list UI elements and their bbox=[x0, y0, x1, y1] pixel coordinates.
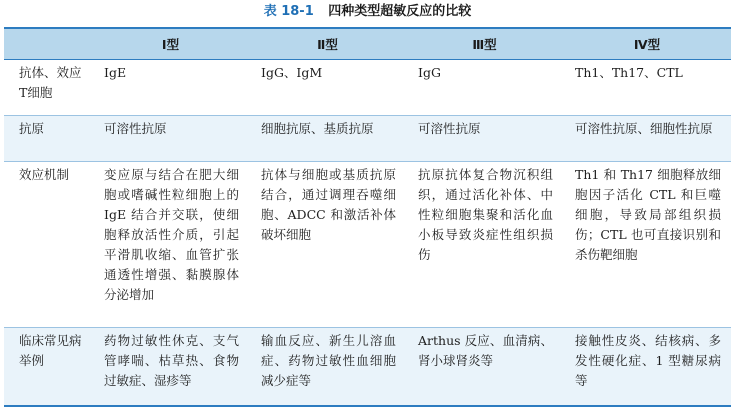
cell-antigen-type-1: 可溶性抗原 bbox=[104, 121, 167, 136]
row-label-antibody: 抗体、效应T细胞 bbox=[19, 65, 82, 100]
cell-clinical-type-2: 输血反应、新生儿溶血症、药物过敏性血细胞减少症等 bbox=[261, 333, 396, 388]
table-row-clinical bbox=[4, 328, 731, 406]
cell-antigen-type-4: 可溶性抗原、细胞性抗原 bbox=[575, 121, 713, 136]
row-label-antigen: 抗原 bbox=[19, 121, 45, 136]
cell-antigen-type-2: 细胞抗原、基质抗原 bbox=[261, 121, 374, 136]
cell-antibody-type-1: IgE bbox=[104, 65, 127, 80]
row-label-mechanism: 效应机制 bbox=[19, 167, 70, 182]
header-type-4: Ⅳ型 bbox=[633, 37, 661, 52]
table-row-antigen bbox=[4, 116, 731, 162]
cell-mechanism-type-1: 变应原与结合在肥大细胞或嗜碱性粒细胞上的 IgE 结合并交联，使细胞释放活性介质，引起平滑肌收缩、血管扩张通透性增强、黏膜腺体分泌增加 bbox=[104, 167, 239, 302]
row-label-clinical: 临床常见病举例 bbox=[19, 333, 82, 368]
table-row-antibody bbox=[4, 60, 731, 116]
cell-antibody-type-2: IgG、IgM bbox=[261, 65, 323, 80]
header-type-1: Ⅰ型 bbox=[161, 37, 180, 52]
header-row bbox=[4, 28, 731, 60]
header-type-2: Ⅱ型 bbox=[317, 37, 338, 52]
table-caption bbox=[0, 2, 735, 22]
cell-clinical-type-3: Arthus 反应、血清病、肾小球肾炎等 bbox=[418, 333, 553, 368]
table-row-mechanism bbox=[4, 162, 731, 328]
cell-clinical-type-4: 接触性皮炎、结核病、多发性硬化症、1 型糖尿病等 bbox=[575, 333, 721, 388]
cell-clinical-type-1: 药物过敏性休克、支气管哮喘、枯草热、食物过敏症、湿疹等 bbox=[104, 333, 239, 388]
header-type-3: Ⅲ型 bbox=[472, 37, 497, 52]
cell-antigen-type-3: 可溶性抗原 bbox=[418, 121, 481, 136]
cell-mechanism-type-2: 抗体与细胞或基质抗原结合，通过调理吞噬细胞、ADCC 和激活补体破坏细胞 bbox=[261, 167, 396, 242]
table-title: 四种类型超敏反应的比较 bbox=[328, 4, 472, 19]
table-number: 表 18-1 bbox=[263, 4, 314, 19]
cell-antibody-type-4: Th1、Th17、CTL bbox=[575, 65, 683, 80]
cell-mechanism-type-4: Th1 和 Th17 细胞释放细胞因子活化 CTL 和巨噬细胞，导致局部组织损伤；CTL 也可直接识别和杀伤靶细胞 bbox=[575, 167, 721, 262]
header-corner bbox=[4, 28, 92, 60]
comparison-table bbox=[4, 27, 731, 407]
cell-mechanism-type-3: 抗原抗体复合物沉积组织，通过活化补体、中性粒细胞集聚和活化血小板导致炎症性组织损伤 bbox=[418, 167, 553, 262]
cell-antibody-type-3: IgG bbox=[418, 65, 441, 80]
